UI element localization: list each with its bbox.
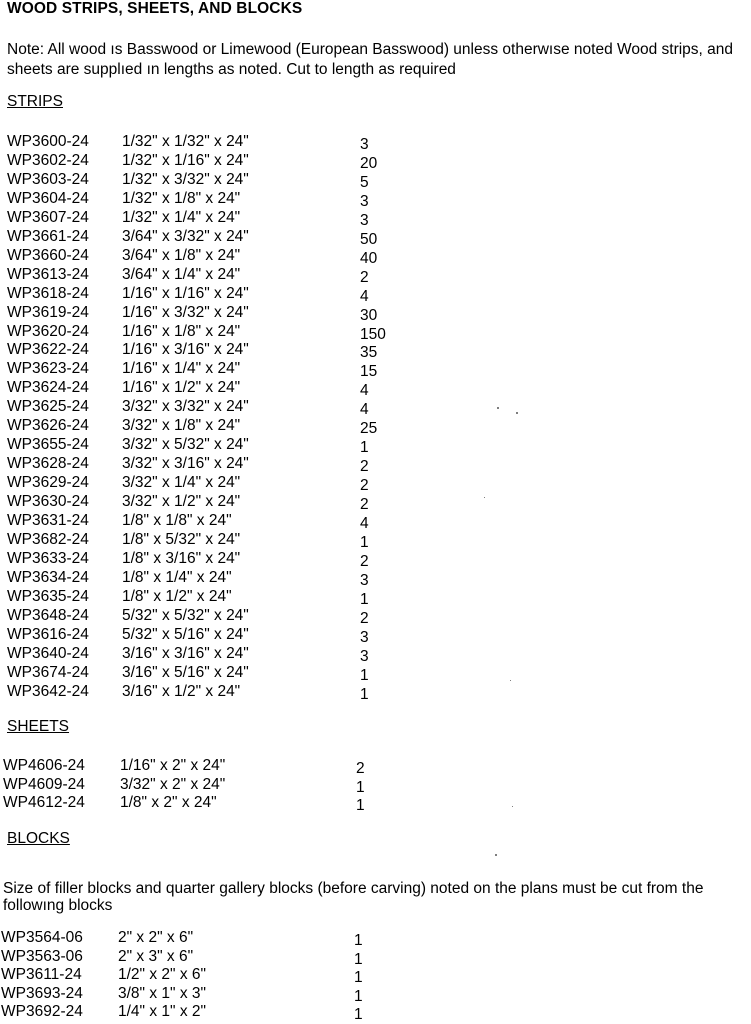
item-size: 3/64" x 1/8" x 24" [122, 246, 241, 264]
item-code: WP3613-24 [7, 265, 89, 283]
item-quantity: 2 [360, 496, 369, 514]
item-code: WP3616-24 [7, 625, 89, 643]
item-code: WP3618-24 [7, 284, 89, 302]
item-quantity: 2 [360, 609, 369, 627]
item-size: 1/8" x 1/2" x 24" [122, 587, 232, 605]
item-quantity: 5 [360, 173, 369, 191]
item-code: WP3631-24 [7, 512, 89, 529]
item-quantity: 1 [356, 797, 365, 814]
item-quantity: 1 [354, 1006, 363, 1024]
item-code: WP3604-24 [7, 189, 89, 207]
blocks-description: Size of filler blocks and quarter gallery blocks (before carving) noted on the plans must be cut from the followıng blocks [3, 880, 704, 914]
item-size: 1/32" x 1/4" x 24" [122, 208, 241, 226]
item-size: 1/2" x 2" x 6" [118, 966, 207, 984]
item-code: WP4609-24 [3, 775, 85, 793]
item-size: 1/32" x 3/32" x 24" [122, 170, 249, 188]
item-size: 3/64" x 1/4" x 24" [122, 265, 241, 283]
item-size: 1/16" x 2" x 24" [120, 757, 226, 774]
item-quantity: 15 [360, 363, 378, 381]
item-size: 2" x 3" x 6" [118, 947, 194, 965]
item-size: 1/8" x 5/32" x 24" [122, 530, 241, 548]
item-code: WP3674-24 [7, 663, 89, 681]
item-quantity: 4 [360, 382, 369, 400]
item-code: WP3607-24 [7, 208, 89, 226]
item-quantity: 1 [360, 685, 369, 703]
item-code: WP3693-24 [1, 984, 83, 1002]
item-size: 1/32" x 1/32" x 24" [122, 133, 249, 150]
item-quantity: 35 [360, 344, 378, 362]
item-quantity: 3 [360, 647, 369, 665]
item-quantity: 1 [354, 987, 363, 1005]
item-quantity: 30 [360, 306, 378, 324]
page-title: WOOD STRIPS, SHEETS, AND BLOCKS [7, 0, 303, 17]
item-quantity: 1 [354, 950, 363, 968]
item-code: WP3640-24 [7, 644, 89, 662]
item-quantity: 1 [360, 666, 369, 684]
item-code: WP3564-06 [1, 929, 83, 946]
item-size: 3/16" x 3/16" x 24" [122, 644, 249, 662]
item-code: WP3635-24 [7, 587, 89, 605]
item-size: 3/16" x 5/16" x 24" [122, 663, 249, 681]
item-code: WP3682-24 [7, 530, 89, 548]
item-size: 1/4" x 1" x 2" [118, 1003, 207, 1021]
item-code: WP3634-24 [7, 568, 89, 586]
item-size: 3/32" x 2" x 24" [120, 775, 226, 793]
item-quantity: 20 [360, 154, 378, 172]
item-quantity: 25 [360, 420, 378, 438]
item-code: WP3602-24 [7, 151, 89, 169]
item-size: 1/8" x 2" x 24" [120, 794, 217, 811]
item-size: 1/16" x 3/16" x 24" [122, 341, 249, 359]
item-code: WP3628-24 [7, 455, 89, 473]
item-quantity: 4 [360, 401, 369, 419]
item-size: 1/8" x 1/8" x 24" [122, 512, 232, 529]
scan-speck [516, 412, 518, 414]
item-code: WP3625-24 [7, 398, 89, 416]
item-quantity: 40 [360, 249, 378, 267]
item-code: WP3624-24 [7, 379, 89, 397]
item-size: 3/32" x 1/4" x 24" [122, 474, 241, 492]
item-size: 3/64" x 3/32" x 24" [122, 227, 249, 245]
item-size: 5/32" x 5/32" x 24" [122, 606, 249, 624]
item-size: 3/32" x 1/8" x 24" [122, 417, 241, 435]
item-size: 3/32" x 5/32" x 24" [122, 436, 249, 454]
item-quantity: 2 [356, 760, 365, 777]
item-size: 5/32" x 5/16" x 24" [122, 625, 249, 643]
item-code: WP4612-24 [3, 794, 85, 811]
scan-speck [497, 407, 499, 409]
item-code: WP3692-24 [1, 1003, 83, 1021]
item-code: WP3619-24 [7, 303, 89, 321]
item-quantity: 1 [360, 533, 369, 551]
item-quantity: 2 [360, 458, 369, 476]
item-quantity: 1 [354, 969, 363, 987]
item-quantity: 2 [360, 552, 369, 570]
sheets-heading: SHEETS [7, 718, 70, 735]
item-size: 1/16" x 1/4" x 24" [122, 360, 241, 378]
item-size: 1/8" x 1/4" x 24" [122, 568, 232, 586]
strips-heading: STRIPS [7, 93, 63, 110]
item-quantity: 2 [360, 477, 369, 495]
item-size: 1/16" x 1/2" x 24" [122, 379, 241, 397]
item-size: 1/16" x 1/16" x 24" [122, 284, 249, 302]
item-code: WP3623-24 [7, 360, 89, 378]
item-quantity: 3 [360, 211, 369, 229]
item-quantity: 3 [360, 628, 369, 646]
item-code: WP3611-24 [1, 966, 82, 984]
item-quantity: 3 [360, 136, 369, 153]
item-size: 3/16" x 1/2" x 24" [122, 682, 241, 700]
item-size: 1/32" x 1/16" x 24" [122, 151, 249, 169]
item-code: WP3660-24 [7, 246, 89, 264]
item-quantity: 1 [360, 590, 369, 608]
item-quantity: 150 [360, 325, 386, 343]
item-size: 1/16" x 3/32" x 24" [122, 303, 249, 321]
item-code: WP3642-24 [7, 682, 89, 700]
item-code: WP3655-24 [7, 436, 89, 454]
item-code: WP3648-24 [7, 606, 89, 624]
item-code: WP3629-24 [7, 474, 89, 492]
scan-speck [510, 680, 511, 681]
item-quantity: 2 [360, 268, 369, 286]
item-code: WP3620-24 [7, 322, 89, 340]
item-size: 3/32" x 3/32" x 24" [122, 398, 249, 416]
note-paragraph: Note: All wood ıs Basswood or Limewood (European Basswood) unless otherwıse noted Wood strips, and sheets are supplıed ın lengths as noted. Cut to length as required [7, 41, 734, 78]
item-size: 3/8" x 1" x 3" [118, 984, 207, 1002]
scan-speck [484, 497, 485, 498]
item-code: WP3630-24 [7, 493, 89, 511]
item-quantity: 1 [360, 439, 369, 457]
item-quantity: 50 [360, 230, 378, 248]
item-code: WP3563-06 [1, 947, 83, 965]
item-code: WP3661-24 [7, 227, 89, 245]
item-quantity: 1 [356, 778, 365, 796]
item-size: 1/32" x 1/8" x 24" [122, 189, 241, 207]
blocks-heading: BLOCKS [7, 830, 70, 847]
item-code: WP3626-24 [7, 417, 89, 435]
item-size: 2" x 2" x 6" [118, 929, 194, 946]
item-code: WP3622-24 [7, 341, 89, 359]
item-size: 3/32" x 3/16" x 24" [122, 455, 249, 473]
item-quantity: 4 [360, 515, 369, 532]
item-quantity: 3 [360, 571, 369, 589]
item-code: WP4606-24 [3, 757, 85, 774]
item-size: 1/16" x 1/8" x 24" [122, 322, 241, 340]
item-quantity: 1 [354, 932, 363, 949]
scan-speck [495, 854, 497, 856]
item-code: WP3603-24 [7, 170, 89, 188]
item-size: 3/32" x 1/2" x 24" [122, 493, 241, 511]
scan-speck [512, 806, 513, 807]
item-size: 1/8" x 3/16" x 24" [122, 549, 241, 567]
item-quantity: 3 [360, 192, 369, 210]
item-quantity: 4 [360, 287, 369, 305]
item-code: WP3633-24 [7, 549, 89, 567]
item-code: WP3600-24 [7, 133, 89, 150]
